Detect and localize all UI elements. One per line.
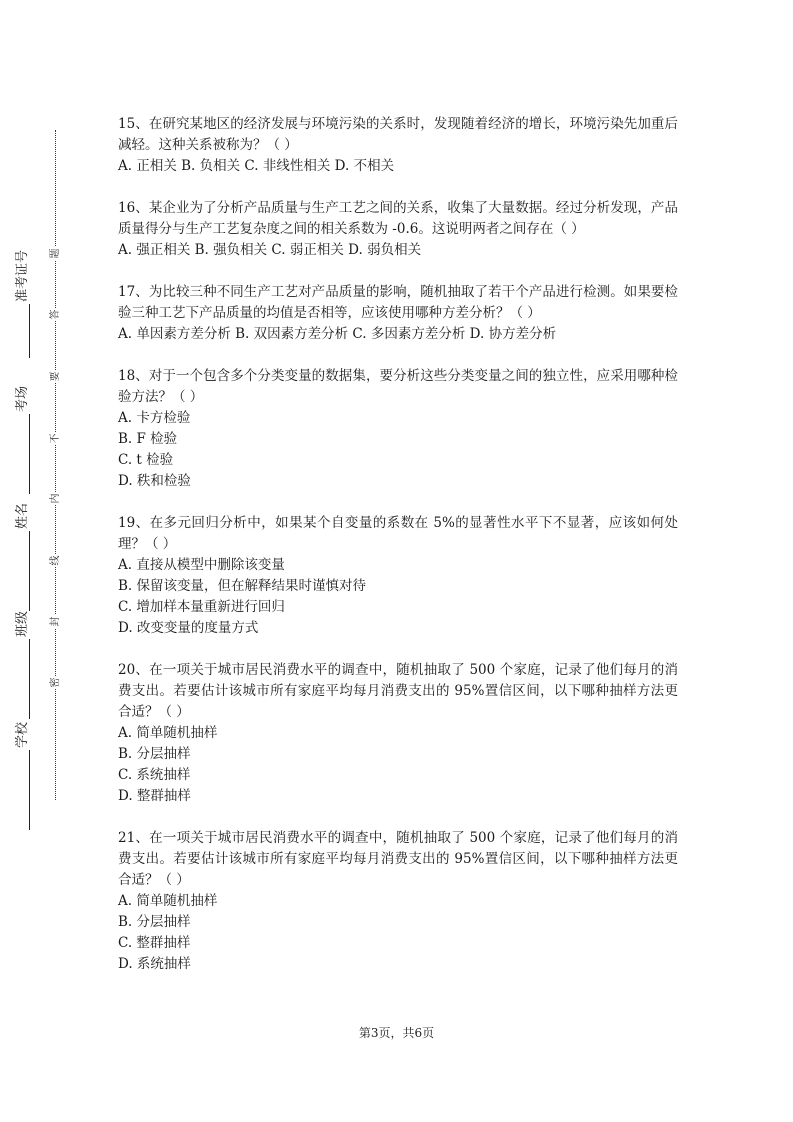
question-stem: 19、在多元回归分析中，如果某个自变量的系数在 5%的显著性水平下不显著，应该如何处理？（ ）: [118, 515, 678, 552]
option-c: C. 整群抽样: [118, 935, 191, 951]
class-field: [10, 607, 30, 719]
question-stem: 16、某企业为了分析产品质量与生产工艺之间的关系，收集了大量数据。经过分析发现，产品质量得分与生产工艺复杂度之间的相关系数为 -0.6。这说明两者之间存在（ ）: [118, 200, 678, 237]
question-options: A. 正相关 B. 负相关 C. 非线性相关 D. 不相关: [118, 158, 395, 174]
option-d: D. 改变变量的度量方式: [118, 620, 259, 636]
seal-char: 线: [50, 555, 61, 566]
seal-char: 题: [50, 248, 61, 259]
option-a: A. 简单随机抽样: [118, 725, 218, 741]
class-blank: [15, 639, 30, 719]
question-stem: 21、在一项关于城市居民消费水平的调查中，随机抽取了 500 个家庭，记录了他们每月的消费支出。若要估计该城市所有家庭平均每月消费支出的 95%置信区间，以下哪种抽样方法更合适？（ ）: [118, 830, 678, 888]
option-b: B. 保留该变量，但在解释结果时谨慎对待: [118, 578, 367, 594]
option-c: C. 增加样本量重新进行回归: [118, 599, 285, 615]
class-label: 班级: [15, 610, 30, 637]
option-a: A. 卡方检验: [118, 410, 191, 426]
option-a: A. 直接从模型中删除该变量: [118, 557, 285, 573]
question-17: [118, 282, 678, 345]
question-16: [118, 198, 678, 261]
exam-number-label: 准考证号: [15, 249, 30, 302]
question-18: [118, 366, 678, 492]
exam-number-blank: [15, 304, 30, 358]
question-21: [118, 828, 678, 975]
seal-char: 不: [50, 433, 61, 444]
seal-char: 封: [50, 616, 61, 627]
exam-room-label: 考场: [15, 385, 30, 412]
question-stem: 20、在一项关于城市居民消费水平的调查中，随机抽取了 500 个家庭，记录了他们每月的消费支出。若要估计该城市所有家庭平均每月消费支出的 95%置信区间，以下哪种抽样方法更合适？（ ）: [118, 662, 678, 720]
name-blank: [15, 531, 30, 611]
question-stem: 15、在研究某地区的经济发展与环境污染的关系时，发现随着经济的增长，环境污染先加重后减轻。这种关系被称为？（ ）: [118, 116, 678, 153]
page-number: 第3页，共6页: [358, 1026, 435, 1040]
question-stem: 18、对于一个包含多个分类变量的数据集，要分析这些分类变量之间的独立性，应采用哪种检验方法？（ ）: [118, 368, 678, 405]
option-d: D. 系统抽样: [118, 956, 191, 972]
seal-char: 内: [50, 493, 61, 504]
question-list: [118, 114, 678, 975]
seal-char: 密: [50, 677, 61, 688]
exam-room-field: [10, 382, 30, 494]
school-field: [10, 718, 30, 830]
question-20: [118, 660, 678, 807]
question-19: [118, 513, 678, 639]
seal-char: 要: [50, 371, 61, 382]
question-15: [118, 114, 678, 177]
name-field: [10, 499, 30, 611]
option-d: D. 秩和检验: [118, 473, 191, 489]
option-d: D. 整群抽样: [118, 788, 191, 804]
option-b: B. F 检验: [118, 431, 178, 447]
exam-room-blank: [15, 414, 30, 494]
school-label: 学校: [15, 721, 30, 748]
name-label: 姓名: [15, 502, 30, 529]
seal-line: [55, 130, 56, 800]
question-stem: 17、为比较三种不同生产工艺对产品质量的影响，随机抽取了若干个产品进行检测。如果要检验三种工艺下产品质量的均值是否相等，应该使用哪种方差分析？（ ）: [118, 284, 678, 321]
question-options: A. 单因素方差分析 B. 双因素方差分析 C. 多因素方差分析 D. 协方差分析: [118, 326, 557, 342]
option-b: B. 分层抽样: [118, 746, 191, 762]
exam-number-field: [10, 246, 30, 358]
option-c: C. t 检验: [118, 452, 174, 468]
option-b: B. 分层抽样: [118, 914, 191, 930]
binding-margin: [0, 0, 80, 1122]
option-a: A. 简单随机抽样: [118, 893, 218, 909]
seal-char: 答: [50, 309, 61, 320]
school-blank: [15, 750, 30, 830]
question-options: A. 强正相关 B. 强负相关 C. 弱正相关 D. 弱负相关: [118, 242, 422, 258]
option-c: C. 系统抽样: [118, 767, 191, 783]
